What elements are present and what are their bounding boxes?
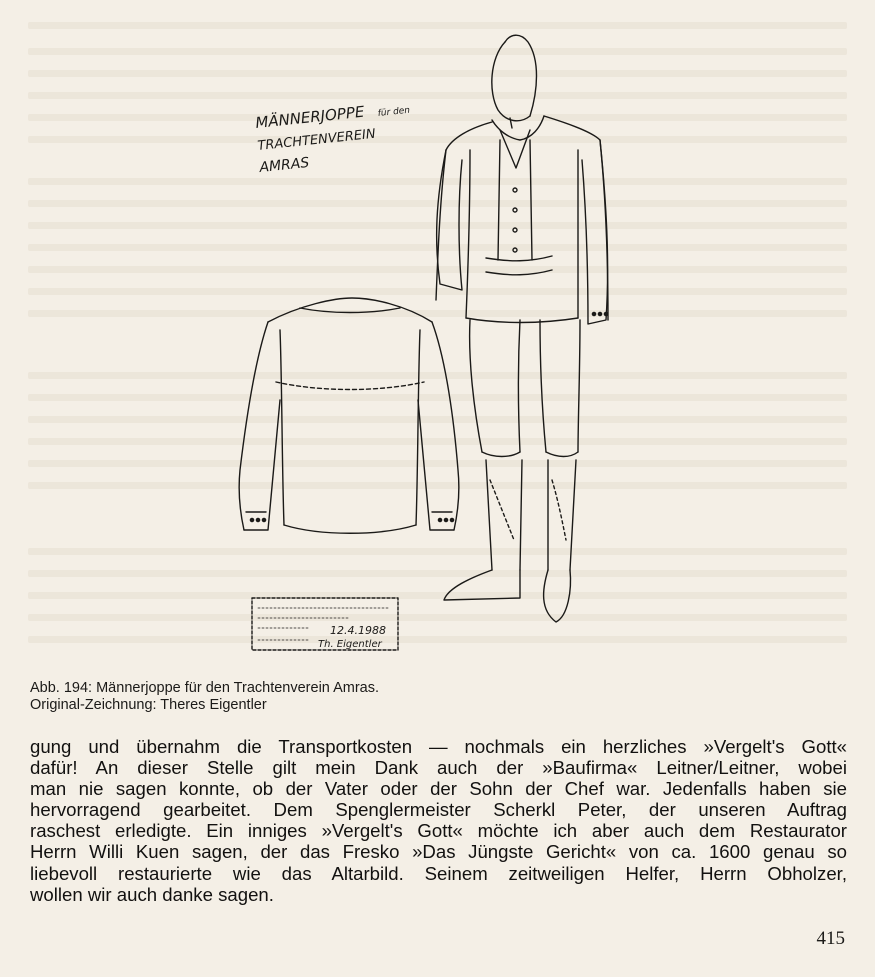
body-line: hervorragend gearbeitet. Dem Spenglermeister Scherkl Peter, der unseren Auftrag	[30, 799, 847, 821]
body-line: man nie sagen konnte, ob der Vater oder der Sohn der Chef war. Jedenfalls haben sie	[30, 778, 847, 800]
figure-caption	[30, 680, 630, 714]
body-line: raschest erledigte. Ein inniges »Vergelt's Gott« möchte ich aber auch dem Restaurator	[30, 820, 847, 842]
body-line: gung und übernahm die Transportkosten — nochmals ein herzliches »Vergelt's Gott«	[30, 736, 847, 757]
drawing-title-line1: MÄNNERJOPPE	[254, 102, 366, 132]
body-paragraph	[30, 736, 847, 905]
body-line: Herrn Willi Kuen sagen, der das Fresko »Das Jüngste Gericht« von ca. 1600 genau so	[30, 841, 847, 863]
jacket-back-view	[239, 298, 459, 533]
drawing-title-line2: TRACHTENVEREIN	[256, 126, 377, 154]
drawing-title-line3: AMRAS	[258, 154, 311, 176]
drawing-title-suffix: für den	[377, 105, 411, 119]
body-line: liebevoll restaurierte wie das Altarbild. Seinem zeitweiligen Helfer, Herrn Obholzer,	[30, 862, 847, 884]
figure-front-view	[436, 35, 608, 622]
caption-line-2: Original-Zeichnung: Theres Eigentler	[30, 697, 267, 713]
page-number: 415	[816, 928, 845, 949]
caption-line-1: Abb. 194: Männerjoppe für den Trachtenverein Amras.	[30, 680, 380, 696]
body-line: dafür! An dieser Stelle gilt mein Dank auch der »Baufirma« Leitner/Leitner, wobei	[30, 757, 847, 779]
stamp-signature: Th. Eigentler	[318, 639, 382, 650]
body-line: wollen wir auch danke sagen.	[30, 883, 274, 905]
stamp-date: 12.4.1988	[330, 624, 386, 637]
